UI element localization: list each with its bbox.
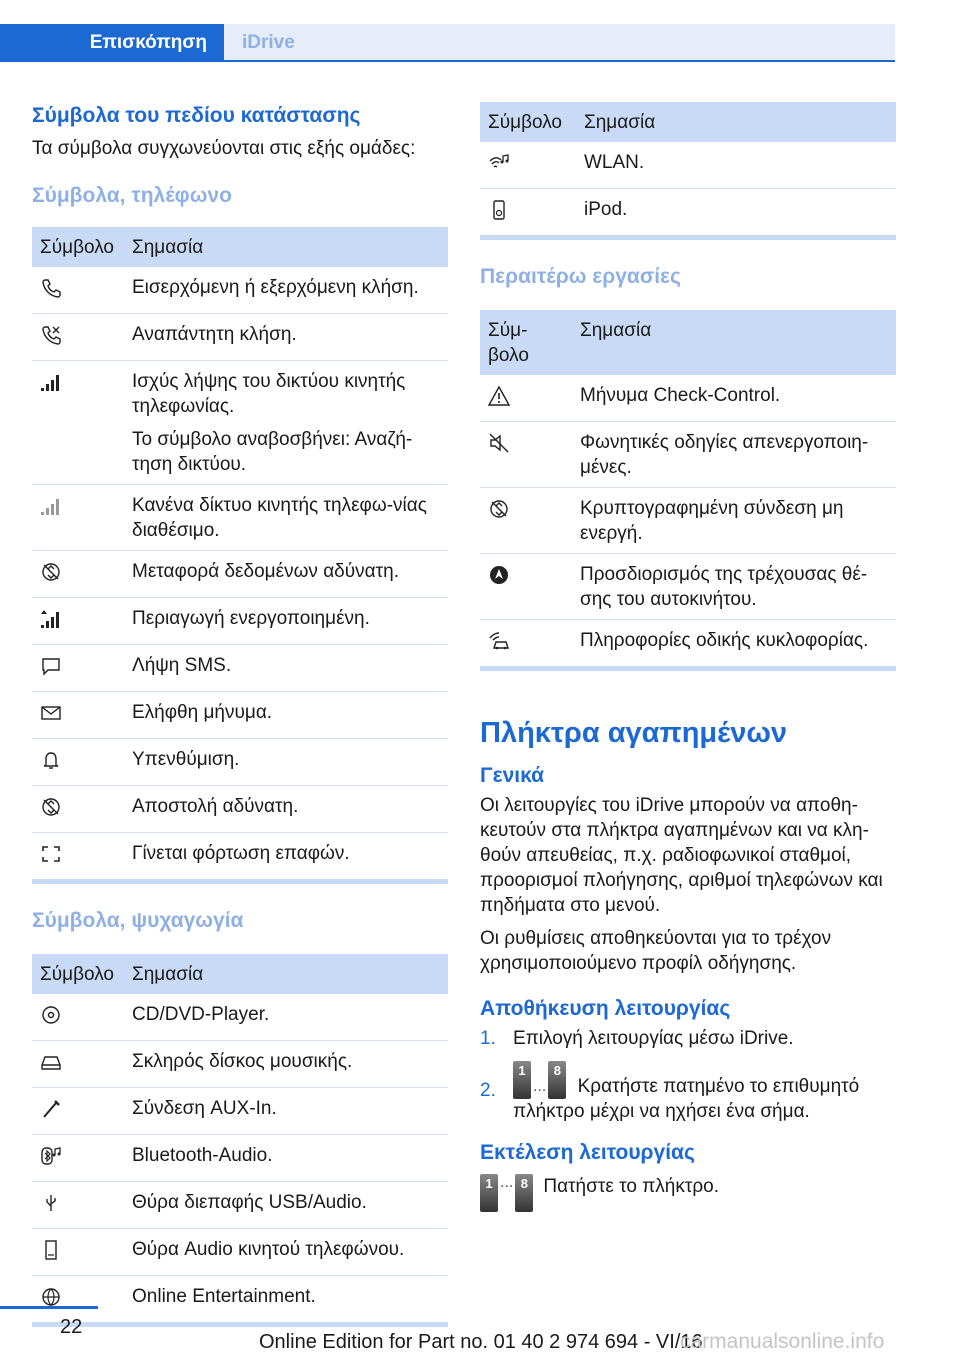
row-meaning: Γίνεται φόρτωση επαφών. <box>132 843 350 864</box>
location-icon <box>488 564 510 586</box>
step-text: Επιλογή λειτουργίας μέσω iDrive. <box>513 1028 794 1049</box>
left-column <box>32 100 448 1327</box>
save-steps <box>480 1026 896 1124</box>
general-heading: Γενικά <box>480 764 545 787</box>
general-paragraph-1: Οι λειτουργίες του iDrive μπορούν να αποθη-κευτούν στα πλήκτρα αγαπημένων και να κλη-θούν απευθείας, π.χ. ραδιοφωνικοί σταθμοί, προορισμοί πλοήγησης, αριθμοί τηλεφώνων και πηδήματα στο μενού. <box>480 795 883 916</box>
table-row <box>32 1276 448 1323</box>
connectivity-symbols-table <box>480 102 896 235</box>
tab-overview[interactable]: Επισκόπηση <box>0 24 224 62</box>
table-row <box>32 1088 448 1135</box>
row-meaning: Λήψη SMS. <box>124 645 448 692</box>
table-row <box>32 994 448 1041</box>
page-number: 22 <box>60 1316 83 1338</box>
sms-icon <box>40 655 62 677</box>
col-symbol: Σύμβολο <box>32 227 124 267</box>
row-meaning: Σκληρός δίσκος μουσικής. <box>124 1041 448 1088</box>
table-row <box>32 786 448 833</box>
table-row <box>32 267 448 314</box>
row-meaning: Σύνδεση AUX-In. <box>124 1088 448 1135</box>
right-column <box>480 102 896 1212</box>
favorite-key-8-icon: 8 <box>548 1061 566 1099</box>
data-disabled-icon <box>40 561 62 583</box>
table-row <box>480 142 896 189</box>
col-symbol: Σύμβολο <box>32 954 124 994</box>
row-meaning: CD/DVD-Player. <box>124 994 448 1041</box>
table-end-bar <box>480 235 896 240</box>
step-number: 2. <box>480 1080 496 1101</box>
table-row <box>480 422 896 488</box>
status-symbols-title: Σύμβολα του πεδίου κατάστασης <box>32 104 361 127</box>
hard-disk-icon <box>40 1051 62 1073</box>
aux-plug-icon <box>40 1098 62 1120</box>
table-end-bar <box>32 1322 448 1327</box>
general-paragraph-2: Οι ρυθμίσεις αποθηκεύονται για το τρέχον χρησιμοποιούμενο προφίλ οδήγησης. <box>480 928 832 974</box>
row-meaning: iPod. <box>584 199 628 220</box>
table-row <box>32 1182 448 1229</box>
table-row <box>32 645 448 692</box>
watermark: carmanualsonline.info <box>680 1330 885 1353</box>
execute-function-heading: Εκτέλεση λειτουργίας <box>480 1141 695 1164</box>
row-meaning: Θύρα διεπαφής USB/Audio. <box>124 1182 448 1229</box>
step-1 <box>480 1026 896 1051</box>
entertainment-symbols-heading: Σύμβολα, ψυχαγωγία <box>32 909 244 932</box>
bell-icon <box>40 749 62 771</box>
phone-handset-icon <box>40 277 62 299</box>
footer-divider <box>0 1306 98 1309</box>
row-meaning-line: Ισχύς λήψης του δικτύου κινητής τηλεφωνίας. <box>132 371 406 417</box>
row-meaning <box>124 361 448 485</box>
header-divider <box>0 60 895 62</box>
row-meaning: Αποστολή αδύνατη. <box>124 786 448 833</box>
table-row <box>32 692 448 739</box>
no-network-icon <box>40 495 62 517</box>
edition-text: Online Edition for Part no. 01 40 2 974 694 - VI/16 <box>259 1331 703 1353</box>
table-row <box>32 1041 448 1088</box>
table-row <box>32 314 448 361</box>
row-meaning: Πληροφορίες οδικής κυκλοφορίας. <box>580 630 869 651</box>
usb-icon <box>40 1192 62 1214</box>
table-row <box>32 739 448 786</box>
bluetooth-audio-icon <box>40 1145 62 1167</box>
step-text: Κρατήστε πατημένο το επιθυμητό πλήκτρο μέχρι να ηχήσει ένα σήμα. <box>513 1076 860 1122</box>
entertainment-symbols-table <box>32 954 448 1322</box>
tab-idrive[interactable]: iDrive <box>224 24 895 62</box>
row-meaning: Εισερχόμενη ή εξερχόμενη κλήση. <box>124 267 448 314</box>
table-row <box>32 485 448 551</box>
table-row <box>480 554 896 620</box>
row-meaning: Αναπάντητη κλήση. <box>124 314 448 361</box>
col-meaning: Σημασία <box>124 227 448 267</box>
row-meaning: Κρυπτογραφημένη σύνδεση μη ενεργή. <box>572 488 896 554</box>
favorite-key-1-icon: 1 <box>480 1174 498 1212</box>
phone-symbols-table <box>32 227 448 879</box>
col-symbol: Σύμβολο <box>480 102 576 142</box>
wlan-icon <box>488 152 510 174</box>
col-symbol-line: βολο <box>488 345 529 366</box>
further-tasks-heading: Περαιτέρω εργασίες <box>480 265 681 288</box>
page-header <box>0 0 960 62</box>
save-function-heading: Αποθήκευση λειτουργίας <box>480 997 731 1020</box>
further-tasks-table <box>480 310 896 666</box>
status-symbols-intro: Τα σύμβολα συγχωνεύονται στις εξής ομάδες: <box>32 138 416 159</box>
row-meaning: Bluetooth-Audio. <box>124 1135 448 1182</box>
table-row <box>480 189 896 236</box>
table-end-bar <box>480 666 896 671</box>
table-row <box>32 833 448 880</box>
table-row <box>480 620 896 667</box>
row-meaning: Περιαγωγή ενεργοποιημένη. <box>124 598 448 645</box>
roaming-icon <box>40 608 62 630</box>
table-row <box>480 488 896 554</box>
ipod-icon <box>488 199 510 221</box>
row-meaning: Θύρα Audio κινητού τηλεφώνου. <box>124 1229 448 1276</box>
step-number: 1. <box>480 1028 496 1049</box>
contacts-loading-icon <box>40 843 62 865</box>
ellipsis: ... <box>500 1174 514 1191</box>
col-symbol-line: Σύμ- <box>488 320 528 341</box>
row-meaning: Μήνυμα Check-Control. <box>572 375 896 422</box>
row-meaning: Ελήφθη μήνυμα. <box>124 692 448 739</box>
traffic-info-icon <box>488 630 510 652</box>
send-failed-icon <box>40 796 62 818</box>
col-meaning: Σημασία <box>124 954 448 994</box>
voice-muted-icon <box>488 432 510 454</box>
row-meaning: Υπενθύμιση. <box>124 739 448 786</box>
table-row <box>32 1135 448 1182</box>
row-meaning: Προσδιορισμός της τρέχουσας θέ-σης του αυτοκινήτου. <box>572 554 896 620</box>
ellipsis: ... <box>533 1078 547 1095</box>
online-entertainment-icon <box>40 1286 62 1308</box>
row-meaning: Φωνητικές οδηγίες απενεργοποιη-μένες. <box>572 422 896 488</box>
row-meaning: Κανένα δίκτυο κινητής τηλεφω-νίας διαθέσιμο. <box>124 485 448 551</box>
execute-row <box>480 1174 896 1212</box>
envelope-icon <box>40 702 62 724</box>
execute-text: Πατήστε το πλήκτρο. <box>543 1176 720 1197</box>
step-2 <box>480 1061 896 1124</box>
table-row <box>32 1229 448 1276</box>
row-meaning: WLAN. <box>576 142 896 189</box>
phone-symbols-heading: Σύμβολα, τηλέφωνο <box>32 184 232 207</box>
col-meaning: Σημασία <box>572 310 896 375</box>
row-meaning: Online Entertainment. <box>132 1286 316 1307</box>
encrypted-connection-icon <box>488 498 510 520</box>
col-symbol <box>480 310 572 375</box>
row-meaning: Μεταφορά δεδομένων αδύνατη. <box>124 551 448 598</box>
col-meaning: Σημασία <box>576 102 896 142</box>
row-meaning-line: Το σύμβολο αναβοσβήνει: Αναζή-τηση δικτύου. <box>132 429 413 475</box>
table-end-bar <box>32 879 448 884</box>
table-row <box>480 375 896 422</box>
signal-strength-icon <box>40 371 62 393</box>
disc-icon <box>40 1004 62 1026</box>
favorite-key-1-icon: 1 <box>513 1061 531 1099</box>
table-row <box>32 551 448 598</box>
mobile-phone-icon <box>40 1239 62 1261</box>
missed-call-icon <box>40 324 62 346</box>
table-row <box>32 598 448 645</box>
warning-triangle-icon <box>488 385 510 407</box>
favorite-key-8-icon: 8 <box>515 1174 533 1212</box>
table-row <box>32 361 448 485</box>
favorites-title: Πλήκτρα αγαπημένων <box>480 717 788 749</box>
